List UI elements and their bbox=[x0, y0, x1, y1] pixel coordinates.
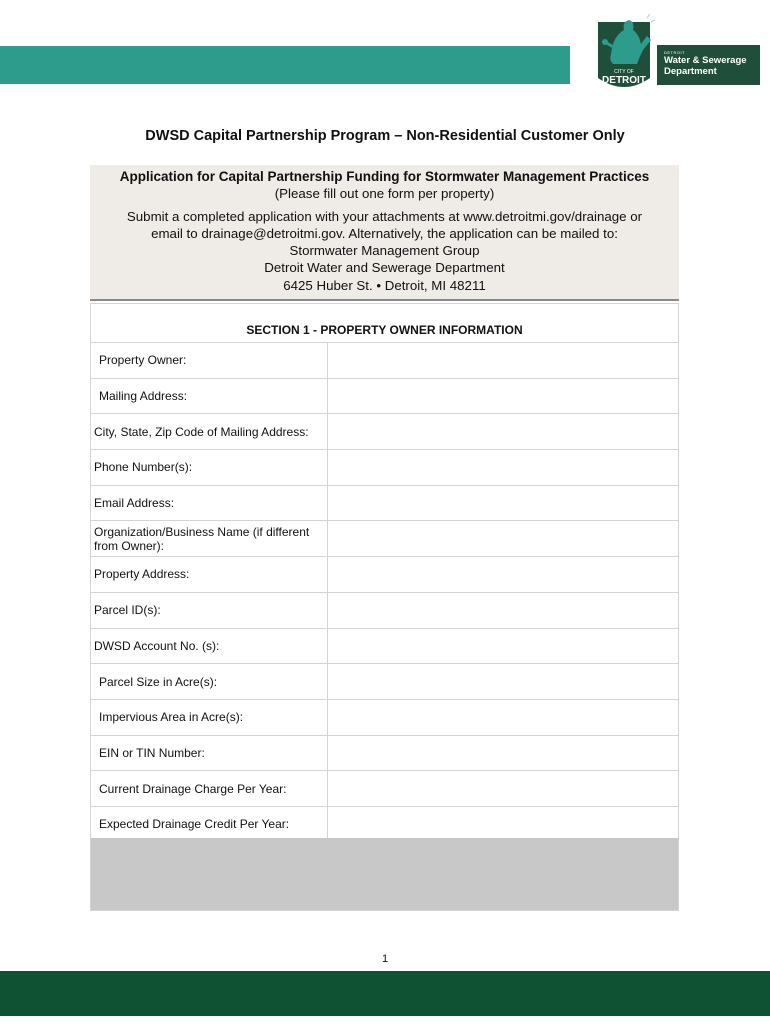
intro-heading: Application for Capital Partnership Funding for Stormwater Management Practices bbox=[119, 169, 650, 184]
property-owner-input[interactable] bbox=[328, 343, 678, 378]
form-row-property-owner bbox=[91, 342, 678, 378]
form-row-current-charge bbox=[91, 770, 678, 806]
field-label: Organization/Business Name (if different from Owner): bbox=[91, 521, 328, 556]
badge-city-label: CITY OF bbox=[614, 69, 634, 75]
badge-city-name: DETROIT bbox=[602, 75, 646, 86]
section-title: SECTION 1 - PROPERTY OWNER INFORMATION bbox=[246, 323, 523, 337]
email-input[interactable] bbox=[328, 486, 678, 521]
parcel-id-input[interactable] bbox=[328, 593, 678, 628]
document-title: DWSD Capital Partnership Program – Non-Residential Customer Only bbox=[145, 128, 625, 144]
form-row-email bbox=[91, 485, 678, 521]
intro-address-2: Detroit Water and Sewerage Department bbox=[264, 260, 505, 276]
field-label: Property Address: bbox=[91, 557, 328, 592]
organization-input[interactable] bbox=[328, 521, 678, 556]
intro-line2: email to drainage@detroitmi.gov. Alternatively, the application can be mailed to: bbox=[151, 225, 618, 241]
form-row-phone bbox=[91, 449, 678, 485]
field-label: Email Address: bbox=[91, 486, 328, 521]
page-number: 1 bbox=[381, 953, 389, 965]
field-label: Phone Number(s): bbox=[91, 450, 328, 485]
logo-dept-line1: Water & Sewerage bbox=[664, 55, 747, 66]
form-row-parcel-id bbox=[91, 592, 678, 628]
ein-tin-input[interactable] bbox=[328, 736, 678, 771]
header-teal-band bbox=[0, 46, 570, 84]
intro-subheading: (Please fill out one form per property) bbox=[274, 186, 495, 202]
form-row-mailing-address bbox=[91, 378, 678, 414]
mailing-address-input[interactable] bbox=[328, 379, 678, 414]
form-row-ein-tin bbox=[91, 735, 678, 771]
field-label: Parcel Size in Acre(s): bbox=[91, 664, 328, 699]
current-charge-input[interactable] bbox=[328, 771, 678, 806]
city-state-zip-input[interactable] bbox=[328, 414, 678, 449]
form-row-expected-credit bbox=[91, 806, 678, 842]
dwsd-logo-box bbox=[657, 45, 760, 85]
field-label: EIN or TIN Number: bbox=[91, 736, 328, 771]
footer-green-band bbox=[0, 971, 770, 1016]
field-label: Impervious Area in Acre(s): bbox=[91, 700, 328, 735]
logo-dept-line2: Department bbox=[664, 66, 717, 77]
intro-line1: Submit a completed application with your attachments at www.detroitmi.gov/drainage or bbox=[126, 208, 643, 224]
form-row-organization bbox=[91, 520, 678, 556]
form-row-dwsd-account bbox=[91, 628, 678, 664]
impervious-area-input[interactable] bbox=[328, 700, 678, 735]
parcel-size-input[interactable] bbox=[328, 664, 678, 699]
field-label: Expected Drainage Credit Per Year: bbox=[91, 807, 328, 842]
intro-box bbox=[90, 165, 679, 301]
dwsd-account-input[interactable] bbox=[328, 629, 678, 664]
logo-detroit-small: DETROIT bbox=[664, 50, 686, 55]
field-label: Mailing Address: bbox=[91, 379, 328, 414]
field-label: Current Drainage Charge Per Year: bbox=[91, 771, 328, 806]
form-row-property-address bbox=[91, 556, 678, 592]
property-owner-form bbox=[90, 303, 679, 911]
field-label: Property Owner: bbox=[91, 343, 328, 378]
form-gray-footer bbox=[91, 838, 678, 910]
intro-address-3: 6425 Huber St. • Detroit, MI 48211 bbox=[283, 277, 486, 293]
intro-address-1: Stormwater Management Group bbox=[289, 243, 480, 259]
phone-input[interactable] bbox=[328, 450, 678, 485]
form-row-city-state-zip bbox=[91, 413, 678, 449]
field-label: Parcel ID(s): bbox=[91, 593, 328, 628]
form-row-parcel-size bbox=[91, 663, 678, 699]
field-label: City, State, Zip Code of Mailing Address: bbox=[91, 414, 328, 449]
field-label: DWSD Account No. (s): bbox=[91, 629, 328, 664]
expected-credit-input[interactable] bbox=[328, 807, 678, 842]
form-row-impervious-area bbox=[91, 699, 678, 735]
city-of-detroit-badge bbox=[593, 14, 655, 96]
property-address-input[interactable] bbox=[328, 557, 678, 592]
